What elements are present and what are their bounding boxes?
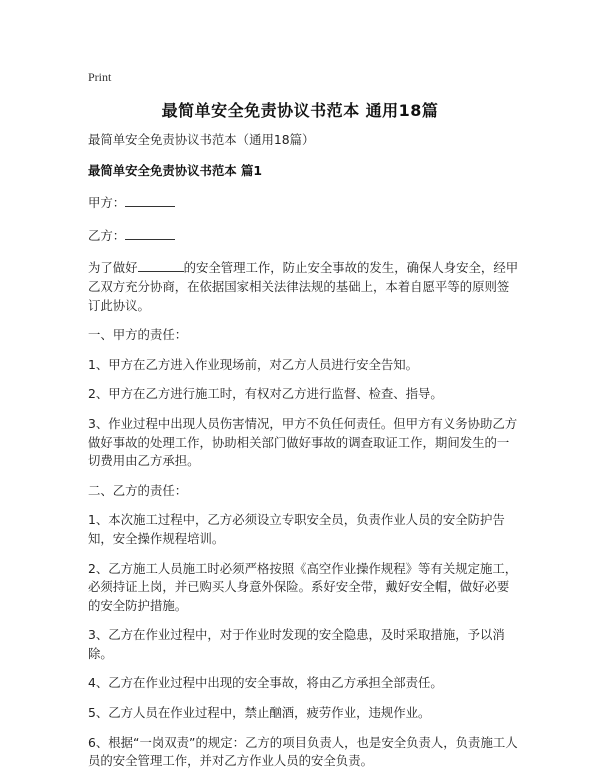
party-b-item: 3、乙方在作业过程中，对于作业时发现的安全隐患，及时采取措施，予以消除。: [88, 627, 505, 661]
party-b-item: 5、乙方人员在作业过程中，禁止酗酒，疲劳作业，违规作业。: [88, 705, 431, 721]
party-b-label: 乙方：: [88, 227, 126, 243]
party-b-item: 1、本次施工过程中，乙方必须设立专职安全员，负责作业人员的安全防护告知，安全操作规程培训。: [88, 512, 505, 546]
print-label[interactable]: Print: [88, 70, 112, 84]
section-title: 最简单安全免责协议书范本 篇1: [88, 162, 263, 178]
document-body: [88, 131, 520, 776]
party-a-label: 甲方：: [88, 195, 126, 211]
intro-paragraph: [88, 257, 520, 315]
party-a-signature-line: [88, 192, 520, 213]
intro-before-blank: 为了做好: [88, 260, 138, 276]
party-a-heading: 一、甲方的责任：: [88, 327, 188, 343]
intro-after-blank: 的安全管理工作，防止安全事故的发生，确保人身安全，经甲乙双方充分协商，在依据国家相关法律法规的基础上，本着自愿平等的原则签订此协议。: [88, 260, 519, 313]
party-b-item: 6、根据“一岗双责”的规定：乙方的项目负责人，也是安全负责人，负责施工人员的安全管理工作，并对乙方作业人员的安全负责。: [88, 734, 518, 769]
page-title: 最简单安全免责协议书范本 通用18篇: [161, 101, 439, 120]
party-a-blank: [125, 192, 175, 207]
party-b-item: 2、乙方施工人员施工时必须严格按照《高空作业操作规程》等有关规定施工，必须持证上岗，并已购买人身意外保险。系好安全带，戴好安全帽，做好必要的安全防护措施。: [88, 560, 518, 613]
party-a-item: 2、甲方在乙方进行施工时，有权对乙方进行监督、检查、指导。: [88, 386, 443, 402]
party-b-heading: 二、乙方的责任：: [88, 482, 188, 498]
party-a-item: 3、作业过程中出现人员伤害情况，甲方不负任何责任。但甲方有义务协助乙方做好事故的处理工作，协助相关部门做好事故的调查取证工作，期间发生的一切费用由乙方承担。: [88, 415, 518, 469]
party-b-signature-line: [88, 225, 520, 246]
project-blank: [138, 257, 184, 272]
party-b-item: 4、乙方在作业过程中出现的安全事故，将由乙方承担全部责任。: [88, 675, 443, 691]
document-subtitle: 最简单安全免责协议书范本（通用18篇）: [88, 132, 315, 147]
party-a-item: 1、甲方在乙方进入作业现场前，对乙方人员进行安全告知。: [88, 356, 419, 372]
party-b-blank: [125, 225, 175, 240]
